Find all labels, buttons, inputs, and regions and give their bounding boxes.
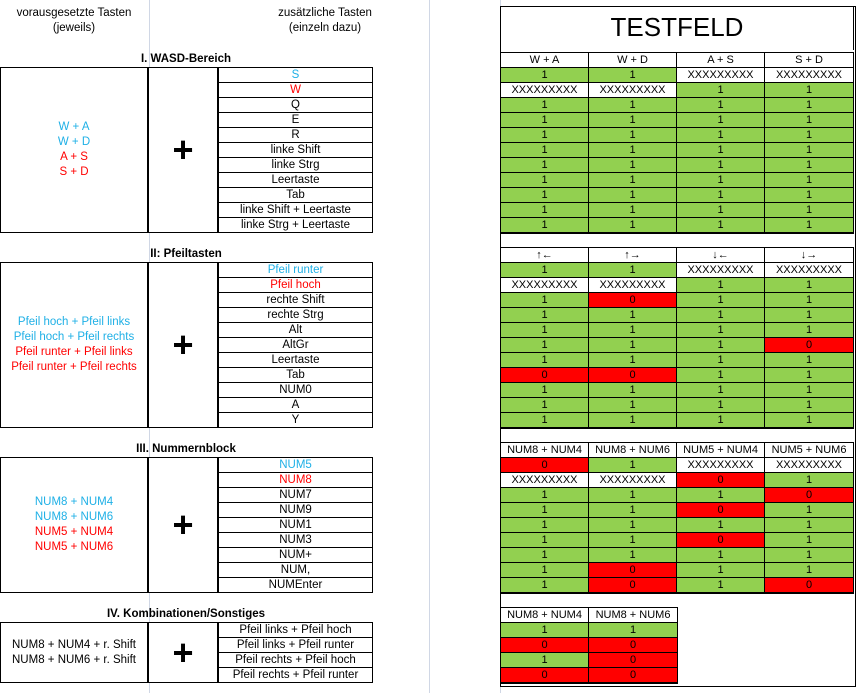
combo-label: Pfeil runter + Pfeil links [15, 346, 133, 358]
key-label: NUM, [219, 563, 372, 578]
result-cell: 1 [501, 413, 589, 428]
plus-symbol: + [148, 262, 218, 428]
result-cell: 1 [589, 488, 677, 503]
table-row [501, 338, 853, 353]
header-additional-keys [250, 6, 400, 36]
result-cell: XXXXXXXXX [765, 458, 853, 473]
key-label: R [219, 128, 372, 143]
result-cell: 1 [765, 548, 853, 563]
result-cell: 1 [589, 218, 677, 233]
result-cell: 1 [765, 83, 853, 98]
result-cell: XXXXXXXXX [765, 263, 853, 278]
table-row [501, 548, 853, 563]
result-cell: 1 [765, 533, 853, 548]
table-row [501, 353, 853, 368]
table-row [501, 518, 853, 533]
result-cell: 1 [765, 173, 853, 188]
result-cell: 1 [765, 323, 853, 338]
header-line: (einzeln dazu) [288, 22, 362, 34]
key-label: Q [219, 98, 372, 113]
combo-label: S + D [59, 166, 89, 178]
result-cell: 1 [677, 338, 765, 353]
table-row [501, 98, 853, 113]
key-label: Pfeil links + Pfeil runter [219, 638, 372, 653]
column-header: NUM8 + NUM6 [589, 443, 677, 458]
result-cell: 1 [677, 353, 765, 368]
key-label: rechte Shift [219, 293, 372, 308]
results-table [500, 607, 678, 684]
result-cell: 1 [501, 548, 589, 563]
result-cell: 1 [765, 563, 853, 578]
result-cell: 1 [677, 203, 765, 218]
result-cell: 1 [501, 143, 589, 158]
key-label: linke Strg [219, 158, 372, 173]
result-cell: 0 [677, 473, 765, 488]
result-cell: XXXXXXXXX [501, 83, 589, 98]
key-label: Pfeil runter [219, 263, 372, 278]
key-label: NUM3 [219, 533, 372, 548]
table-row [501, 173, 853, 188]
result-cell: 1 [501, 128, 589, 143]
key-label: A [219, 398, 372, 413]
result-cell: 1 [501, 308, 589, 323]
result-cell: 1 [501, 158, 589, 173]
table-row [501, 458, 853, 473]
result-cell: 1 [589, 533, 677, 548]
result-cell: 1 [765, 128, 853, 143]
result-cell: 1 [765, 113, 853, 128]
table-row [501, 368, 853, 383]
plus-symbol: + [148, 622, 218, 683]
result-cell: 1 [765, 308, 853, 323]
result-cell: 1 [589, 263, 677, 278]
combo-label: NUM8 + NUM6 + r. Shift [12, 653, 136, 666]
table-row [501, 83, 853, 98]
result-cell: 1 [589, 623, 677, 638]
table-row [501, 623, 677, 638]
table-row [501, 563, 853, 578]
result-cell: 1 [589, 173, 677, 188]
result-cell: 1 [677, 278, 765, 293]
table-row [501, 188, 853, 203]
result-cell: 0 [589, 638, 677, 653]
result-cell: 1 [589, 338, 677, 353]
result-cell: 1 [677, 98, 765, 113]
combo-label: Pfeil hoch + Pfeil rechts [13, 331, 135, 343]
result-cell: 0 [589, 293, 677, 308]
result-cell: 1 [765, 368, 853, 383]
table-row [501, 68, 853, 83]
result-cell: 0 [589, 563, 677, 578]
result-cell: 1 [765, 158, 853, 173]
table-row [501, 143, 853, 158]
column-header: S + D [765, 53, 853, 68]
table-row [501, 113, 853, 128]
prerequisite-combos [0, 262, 148, 428]
result-cell: 1 [677, 488, 765, 503]
results-header-row [501, 443, 853, 458]
result-cell: 0 [589, 668, 677, 683]
result-cell: 1 [501, 533, 589, 548]
result-cell: 1 [677, 323, 765, 338]
result-cell: 1 [589, 383, 677, 398]
result-cell: 1 [765, 383, 853, 398]
result-cell: 0 [765, 338, 853, 353]
key-label: NUM0 [219, 383, 372, 398]
prerequisite-combos [0, 457, 148, 593]
result-cell: 0 [677, 533, 765, 548]
result-cell: 1 [765, 353, 853, 368]
result-cell: 1 [589, 413, 677, 428]
key-label: Leertaste [219, 353, 372, 368]
prerequisite-combos [0, 622, 148, 683]
combo-label: NUM8 + NUM6 [34, 511, 114, 523]
key-label: Y [291, 414, 300, 426]
result-cell: 1 [677, 578, 765, 593]
combo-label: Pfeil hoch + Pfeil links [17, 316, 131, 328]
key-label: Pfeil links + Pfeil hoch [219, 623, 372, 638]
result-cell: 1 [589, 68, 677, 83]
column-header: NUM5 + NUM6 [765, 443, 853, 458]
result-cell: 1 [501, 293, 589, 308]
table-row [501, 323, 853, 338]
result-cell: 1 [589, 398, 677, 413]
result-cell: 1 [589, 128, 677, 143]
key-label: Pfeil hoch [219, 278, 372, 293]
key-label: NUM5 [219, 458, 372, 473]
key-label: NUM7 [219, 488, 372, 503]
table-row [501, 203, 853, 218]
result-cell: 1 [765, 398, 853, 413]
table-row [501, 638, 677, 653]
key-label: E [219, 113, 372, 128]
column-header: ↑→ [589, 248, 677, 263]
results-table [500, 442, 854, 594]
table-row [501, 158, 853, 173]
result-cell: 1 [501, 563, 589, 578]
combo-label: Pfeil runter + Pfeil rechts [11, 361, 137, 373]
table-row [501, 218, 853, 233]
result-cell: 1 [589, 308, 677, 323]
column-header: NUM5 + NUM4 [677, 443, 765, 458]
result-cell: 1 [765, 98, 853, 113]
header-line: (jeweils) [52, 22, 96, 34]
result-cell: 1 [501, 203, 589, 218]
result-cell: 1 [589, 548, 677, 563]
results-header-row [501, 608, 677, 623]
additional-keys-list [218, 457, 373, 593]
key-label: Tab [219, 188, 372, 203]
result-cell: 1 [677, 368, 765, 383]
section-title: IV. Kombinationen/Sonstiges [0, 607, 372, 624]
key-label: Pfeil rechts + Pfeil runter [232, 669, 359, 681]
result-cell: 0 [589, 653, 677, 668]
result-cell: 1 [589, 143, 677, 158]
result-cell: 1 [677, 293, 765, 308]
result-cell: 1 [501, 173, 589, 188]
result-cell: 1 [677, 518, 765, 533]
results-table [500, 247, 854, 429]
result-cell: 1 [589, 503, 677, 518]
result-cell: 1 [765, 518, 853, 533]
result-cell: 1 [765, 473, 853, 488]
result-cell: XXXXXXXXX [501, 278, 589, 293]
result-cell: 1 [677, 218, 765, 233]
table-row [501, 263, 853, 278]
table-row [501, 308, 853, 323]
result-cell: 1 [765, 218, 853, 233]
result-cell: 0 [589, 368, 677, 383]
result-cell: 1 [501, 518, 589, 533]
result-cell: 1 [501, 323, 589, 338]
table-row [501, 278, 853, 293]
result-cell: 1 [501, 398, 589, 413]
result-cell: 0 [765, 488, 853, 503]
testfeld-title: TESTFELD [500, 6, 854, 50]
result-cell: 1 [589, 158, 677, 173]
result-cell: 1 [677, 188, 765, 203]
combo-label: W + A [58, 121, 90, 133]
result-cell: 1 [677, 83, 765, 98]
result-cell: 1 [501, 383, 589, 398]
combo-label: A + S [60, 151, 88, 163]
result-cell: 1 [677, 158, 765, 173]
combo-label: NUM8 + NUM4 [34, 496, 114, 508]
result-cell: 1 [589, 188, 677, 203]
result-cell: 1 [501, 623, 589, 638]
key-label: linke Shift [219, 143, 372, 158]
prerequisite-combos [0, 67, 148, 233]
key-label: Tab [219, 368, 372, 383]
result-cell: 0 [765, 578, 853, 593]
result-cell: 1 [589, 113, 677, 128]
result-cell: 1 [677, 128, 765, 143]
column-header: A + S [677, 53, 765, 68]
key-label: Leertaste [219, 173, 372, 188]
key-label: NUM8 [219, 473, 372, 488]
result-cell: 1 [501, 218, 589, 233]
key-label: Alt [219, 323, 372, 338]
key-label: S [219, 68, 372, 83]
table-row [501, 488, 853, 503]
additional-keys-list [218, 262, 373, 428]
result-cell: 1 [501, 338, 589, 353]
table-row [501, 473, 853, 488]
result-cell: XXXXXXXXX [677, 458, 765, 473]
table-row [501, 533, 853, 548]
section-title: I. WASD-Bereich [0, 52, 372, 69]
header-prerequisite-keys [0, 6, 148, 36]
result-cell: 0 [677, 503, 765, 518]
key-label: Pfeil rechts + Pfeil hoch [219, 653, 372, 668]
plus-symbol: + [148, 457, 218, 593]
result-cell: 1 [765, 413, 853, 428]
key-label: W [219, 83, 372, 98]
key-label: rechte Strg [219, 308, 372, 323]
result-cell: 1 [765, 278, 853, 293]
result-cell: 0 [501, 638, 589, 653]
plus-symbol: + [148, 67, 218, 233]
result-cell: 1 [589, 323, 677, 338]
column-header: NUM8 + NUM6 [589, 608, 677, 623]
column-header: ↑← [501, 248, 589, 263]
column-header: W + A [501, 53, 589, 68]
result-cell: 1 [765, 143, 853, 158]
table-row [501, 128, 853, 143]
result-cell: 1 [765, 188, 853, 203]
column-header: NUM8 + NUM4 [501, 608, 589, 623]
result-cell: 1 [677, 383, 765, 398]
result-cell: 1 [501, 578, 589, 593]
result-cell: XXXXXXXXX [589, 278, 677, 293]
result-cell: 1 [677, 113, 765, 128]
key-label: NUM+ [219, 548, 372, 563]
result-cell: XXXXXXXXX [589, 83, 677, 98]
result-cell: XXXXXXXXX [589, 473, 677, 488]
result-cell: XXXXXXXXX [677, 263, 765, 278]
table-row [501, 398, 853, 413]
result-cell: 1 [501, 263, 589, 278]
combo-label: NUM8 + NUM4 + r. Shift [12, 638, 136, 651]
result-cell: 1 [501, 98, 589, 113]
table-row [501, 578, 853, 593]
result-cell: 1 [677, 548, 765, 563]
result-cell: 1 [765, 503, 853, 518]
table-row [501, 413, 853, 428]
key-label: NUMEnter [268, 579, 323, 591]
key-label: AltGr [219, 338, 372, 353]
header-line: zusätzliche Tasten [278, 7, 372, 19]
additional-keys-list [218, 67, 373, 233]
results-header-row [501, 248, 853, 263]
section-title: II: Pfeiltasten [0, 247, 372, 264]
gridline [429, 0, 430, 693]
header-line: vorausgesetzte Tasten [16, 7, 132, 19]
combo-label: W + D [57, 136, 91, 148]
key-label: linke Shift + Leertaste [219, 203, 372, 218]
result-cell: 0 [501, 458, 589, 473]
result-cell: 1 [677, 308, 765, 323]
table-row [501, 293, 853, 308]
result-cell: 1 [501, 188, 589, 203]
column-header: ↓← [677, 248, 765, 263]
result-cell: XXXXXXXXX [765, 68, 853, 83]
table-row [501, 383, 853, 398]
column-header: NUM8 + NUM4 [501, 443, 589, 458]
result-cell: 1 [501, 653, 589, 668]
column-header: ↓→ [765, 248, 853, 263]
additional-keys-list [218, 622, 373, 683]
key-label: NUM1 [219, 518, 372, 533]
table-row [501, 653, 677, 668]
result-cell: 1 [501, 113, 589, 128]
result-cell: 1 [589, 518, 677, 533]
result-cell: 1 [501, 68, 589, 83]
result-cell: 1 [501, 503, 589, 518]
result-cell: 1 [677, 143, 765, 158]
result-cell: 1 [765, 293, 853, 308]
result-cell: 1 [589, 203, 677, 218]
result-cell: 1 [677, 413, 765, 428]
key-label: NUM9 [219, 503, 372, 518]
result-cell: 1 [589, 353, 677, 368]
result-cell: 1 [589, 458, 677, 473]
result-cell: 1 [501, 353, 589, 368]
key-label: linke Strg + Leertaste [241, 219, 350, 231]
result-cell: 0 [501, 668, 589, 683]
result-cell: XXXXXXXXX [501, 473, 589, 488]
result-cell: 1 [765, 203, 853, 218]
result-cell: 1 [677, 398, 765, 413]
result-cell: 0 [501, 368, 589, 383]
combo-label: NUM5 + NUM6 [34, 541, 114, 553]
result-cell: 1 [677, 563, 765, 578]
column-header: W + D [589, 53, 677, 68]
table-row [501, 503, 853, 518]
results-table [500, 52, 854, 234]
result-cell: 0 [589, 578, 677, 593]
result-cell: XXXXXXXXX [677, 68, 765, 83]
combo-label: NUM5 + NUM4 [34, 526, 114, 538]
table-row [501, 668, 677, 683]
result-cell: 1 [501, 488, 589, 503]
result-cell: 1 [589, 98, 677, 113]
result-cell: 1 [677, 173, 765, 188]
results-header-row [501, 53, 853, 68]
section-title: III. Nummernblock [0, 442, 372, 459]
